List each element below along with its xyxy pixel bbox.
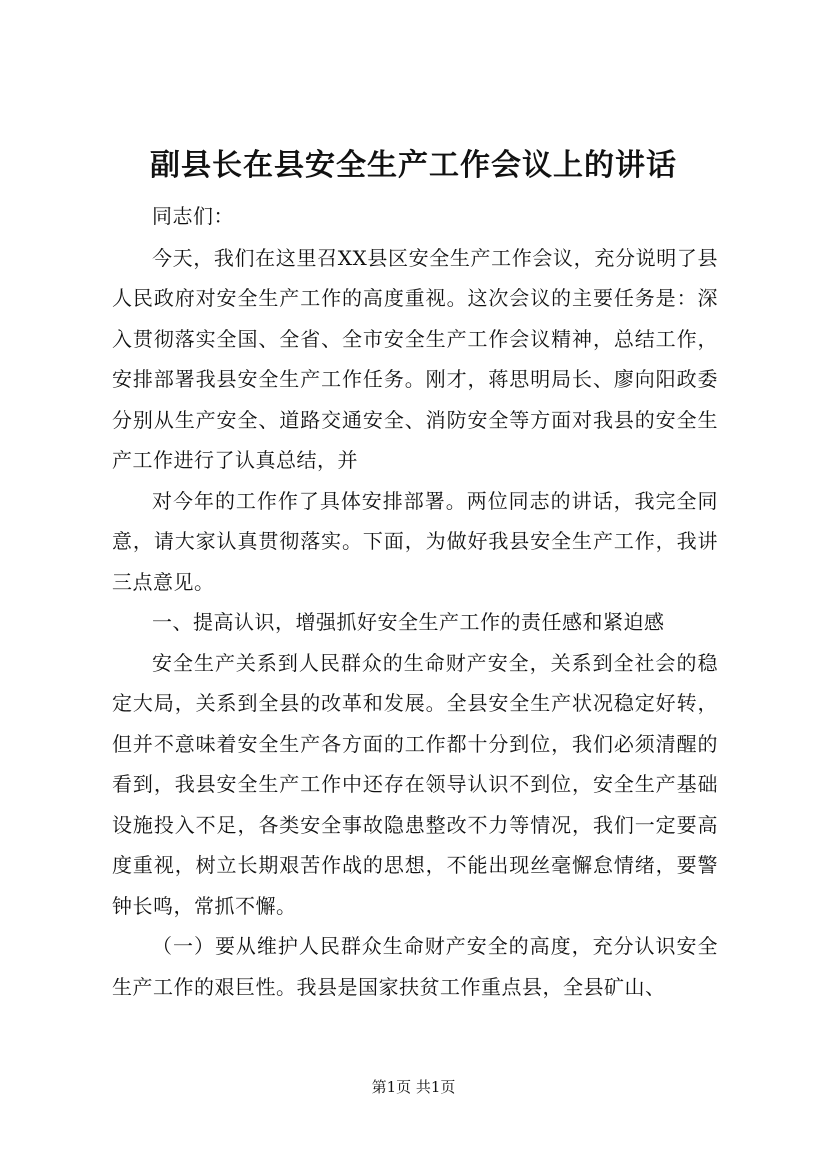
section-heading-one: 一、提高认识，增强抓好安全生产工作的责任感和紧迫感	[152, 610, 665, 634]
page-footer: 第1页 共1页	[371, 1078, 456, 1096]
paragraph-subsection-one: （一）要从维护人民群众生命财产安全的高度，充分认识安全生产工作的艰巨性。我县是国家扶贫工作重点县，全县矿山、	[112, 934, 718, 999]
paragraph-intro-continued: 对今年的工作作了具体安排部署。两位同志的讲话，我完全同意，请大家认真贯彻落实。下面，为做好我县安全生产工作，我讲三点意见。	[112, 488, 718, 594]
paragraph-greeting: 同志们：	[152, 204, 234, 228]
paragraph-intro: 今天，我们在这里召XX县区安全生产工作会议，充分说明了县人民政府对安全生产工作的高度重视。这次会议的主要任务是：深入贯彻落实全国、全省、全市安全生产工作会议精神，总结工作，安排部署我县安全生产工作任务。刚才，蒋思明局长、廖向阳政委分别从生产安全、道路交通安全、消防安全等方面对我县的安全生产工作进行了认真总结，并	[112, 245, 718, 472]
document-body	[112, 196, 718, 1007]
paragraph-section-one: 安全生产关系到人民群众的生命财产安全，关系到全社会的稳定大局，关系到全县的改革和发展。全县安全生产状况稳定好转，但并不意味着安全生产各方面的工作都十分到位，我们必须清醒的看到，我县安全生产工作中还存在领导认识不到位，安全生产基础设施投入不足，各类安全事故隐患整改不力等情况，我们一定要高度重视，树立长期艰苦作战的思想，不能出现丝毫懈怠情绪，要警钟长鸣，常抓不懈。	[112, 650, 718, 918]
document-title: 副县长在县安全生产工作会议上的讲话	[150, 148, 677, 183]
